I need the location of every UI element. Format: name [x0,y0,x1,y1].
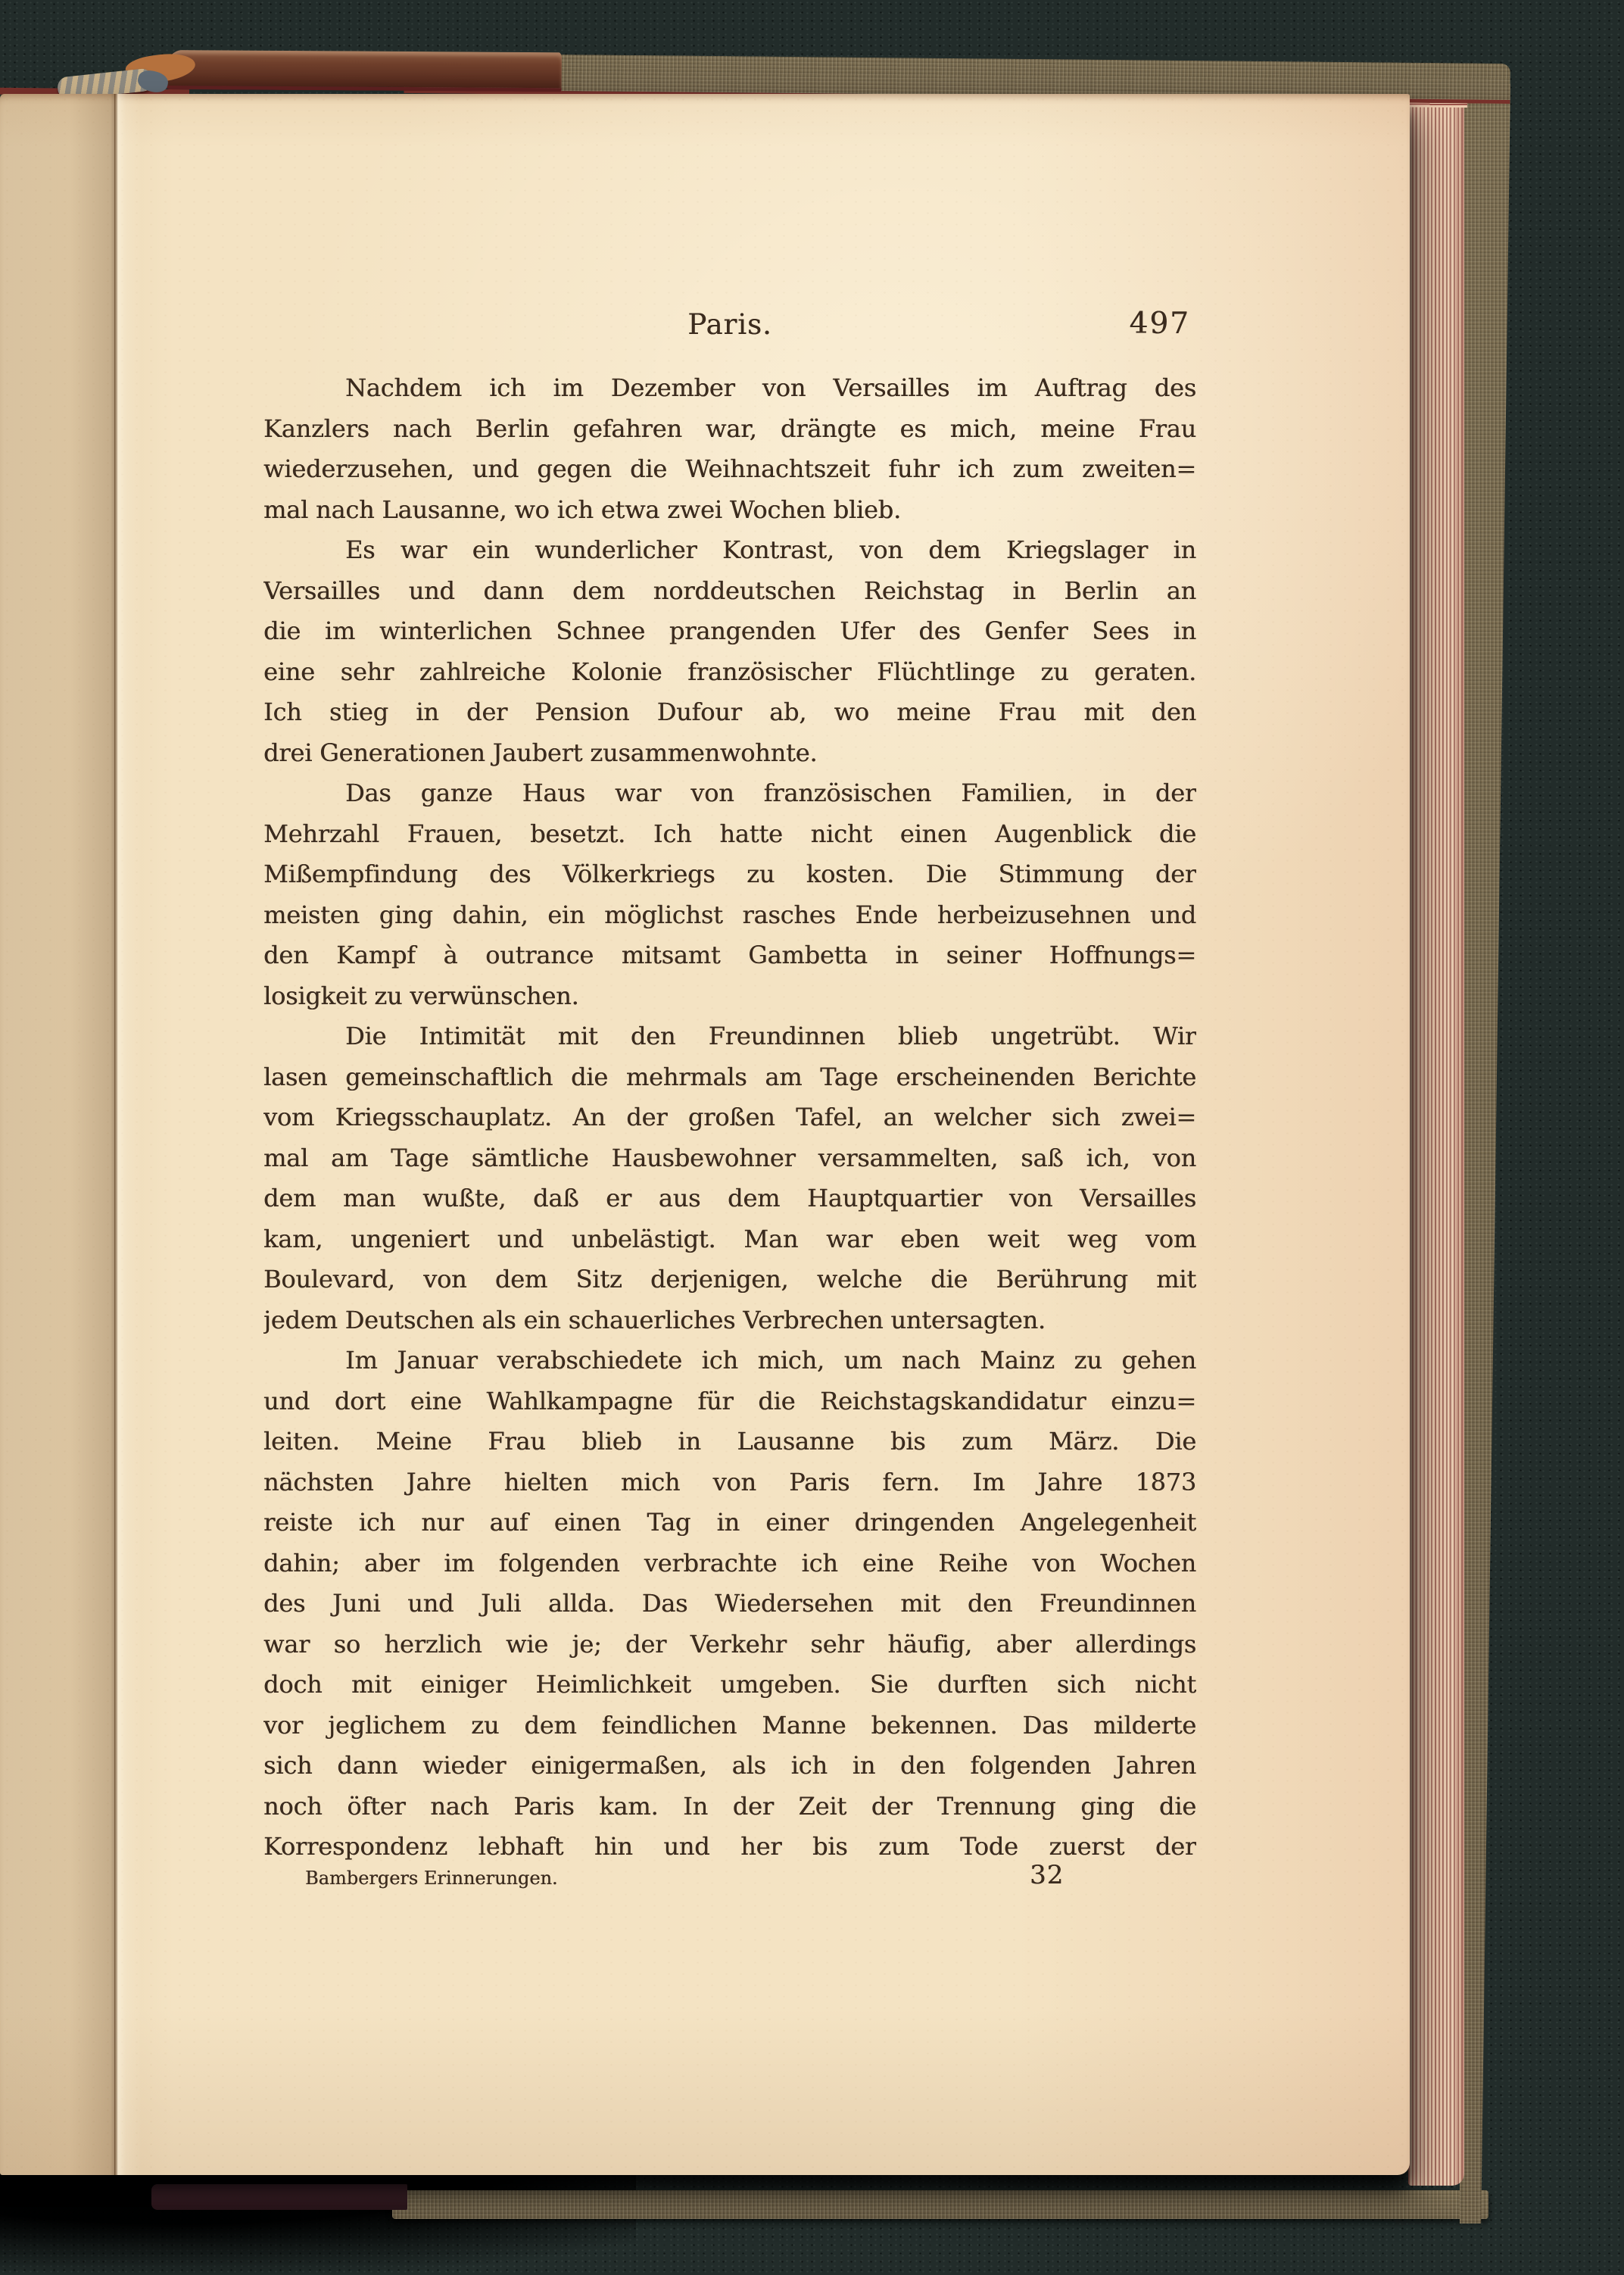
text-line: kam, ungeniert und unbelästigt. Man war eben weit weg vom [263,1224,1196,1253]
gutter-crease [114,94,142,2175]
book-cover-right-edge [1460,67,1510,2224]
text-line: den Kampf à outrance mitsamt Gambetta in seiner Hoffnungs= [263,941,1196,969]
text-line: Mehrzahl Frauen, besetzt. Ich hatte nicht einen Augenblick die [263,819,1196,848]
book-cover-bottom-edge [392,2190,1488,2219]
text-line: jedem Deutschen als ein schauerliches Verbrechen untersagten. [263,1305,1046,1334]
text-line: Es war ein wunderlicher Kontrast, von dem Kriegslager in [345,535,1196,564]
text-line: Boulevard, von dem Sitz derjenigen, welche die Berührung mit [263,1265,1196,1294]
text-line: Nachdem ich im Dezember von Versailles im Auftrag des [345,373,1196,402]
text-line: mal am Tage sämtliche Hausbewohner versammelten, saß ich, von [263,1143,1196,1172]
page-stack-fore-edge [1408,94,1464,2186]
text-line: reiste ich nur auf einen Tag in einer dringenden Angelegenheit [263,1508,1196,1537]
book-page [0,94,1410,2175]
text-line: noch öfter nach Paris kam. In der Zeit der Trennung ging die [263,1791,1196,1821]
text-line: sich dann wieder einigermaßen, als ich in den folgenden Jahren [263,1751,1196,1780]
book-spine-top [163,50,562,92]
text-line: Kanzlers nach Berlin gefahren war, drängte es mich, meine Frau [263,413,1196,443]
text-line: mal nach Lausanne, wo ich etwa zwei Wochen blieb. [263,495,901,524]
text-line: Korrespondenz lebhaft hin und her bis zum Tode zuerst der [263,1832,1196,1861]
page-number: 497 [1129,307,1190,341]
text-line: meisten ging dahin, ein möglichst rasches Ende herbeizusehnen und [263,900,1196,929]
text-line: doch mit einiger Heimlichkeit umgeben. Sie durften sich nicht [263,1670,1196,1699]
text-line: leiten. Meine Frau blieb in Lausanne bis zum März. Die [263,1427,1196,1456]
text-line: eine sehr zahlreiche Kolonie französischer Flüchtlinge zu geraten. [263,657,1196,686]
text-line: Versailles und dann dem norddeutschen Reichstag in Berlin an [263,576,1196,605]
text-line: Die Intimität mit den Freundinnen blieb ungetrübt. Wir [345,1022,1196,1050]
running-title: Paris. [687,308,772,341]
text-line: lasen gemeinschaftlich die mehrmals am Tage erscheinenden Berichte [263,1062,1196,1091]
text-line: Mißempfindung des Völkerkriegs zu kosten. Die Stimmung der [263,860,1196,888]
book-shadow [0,2163,636,2275]
text-line: des Juni und Juli allda. Das Wiedersehen mit den Freundinnen [263,1589,1196,1618]
text-line: dem man wußte, daß er aus dem Hauptquartier von Versailles [263,1184,1196,1212]
text-line: und dort eine Wahlkampagne für die Reichstagskandidatur einzu= [263,1386,1196,1415]
facing-page-gutter [0,94,115,2175]
text-line: vor jeglichem zu dem feindlichen Manne bekennen. Das milderte [263,1710,1196,1740]
book-cover-bottom-left-corner [151,2184,407,2210]
text-line: losigkeit zu verwünschen. [263,981,579,1010]
text-line: Ich stieg in der Pension Dufour ab, wo meine Frau mit den [263,697,1196,726]
sheet-signature-number: 32 [1030,1860,1064,1890]
text-line: Im Januar verabschiedete ich mich, um nach Mainz zu gehen [345,1346,1196,1375]
text-line: dahin; aber im folgenden verbrachte ich eine Reihe von Wochen [263,1548,1196,1578]
text-line: war so herzlich wie je; der Verkehr sehr häufig, aber allerdings [263,1629,1196,1659]
text-line: die im winterlichen Schnee prangenden Ufer des Genfer Sees in [263,616,1196,645]
body-text [263,368,1196,1868]
text-line: nächsten Jahre hielten mich von Paris fern. Im Jahre 1873 [263,1467,1196,1496]
page-header [263,308,1196,345]
text-line: drei Generationen Jaubert zusammenwohnte. [263,738,818,767]
footer-book-title: Bambergers Erinnerungen. [305,1868,558,1889]
page-footer [263,1858,1196,1896]
text-line: Das ganze Haus war von französischen Familien, in der [345,779,1196,807]
text-line: vom Kriegsschauplatz. An der großen Tafel, an welcher sich zwei= [263,1103,1196,1131]
text-line: wiederzusehen, und gegen die Weihnachtszeit fuhr ich zum zweiten= [263,454,1196,483]
